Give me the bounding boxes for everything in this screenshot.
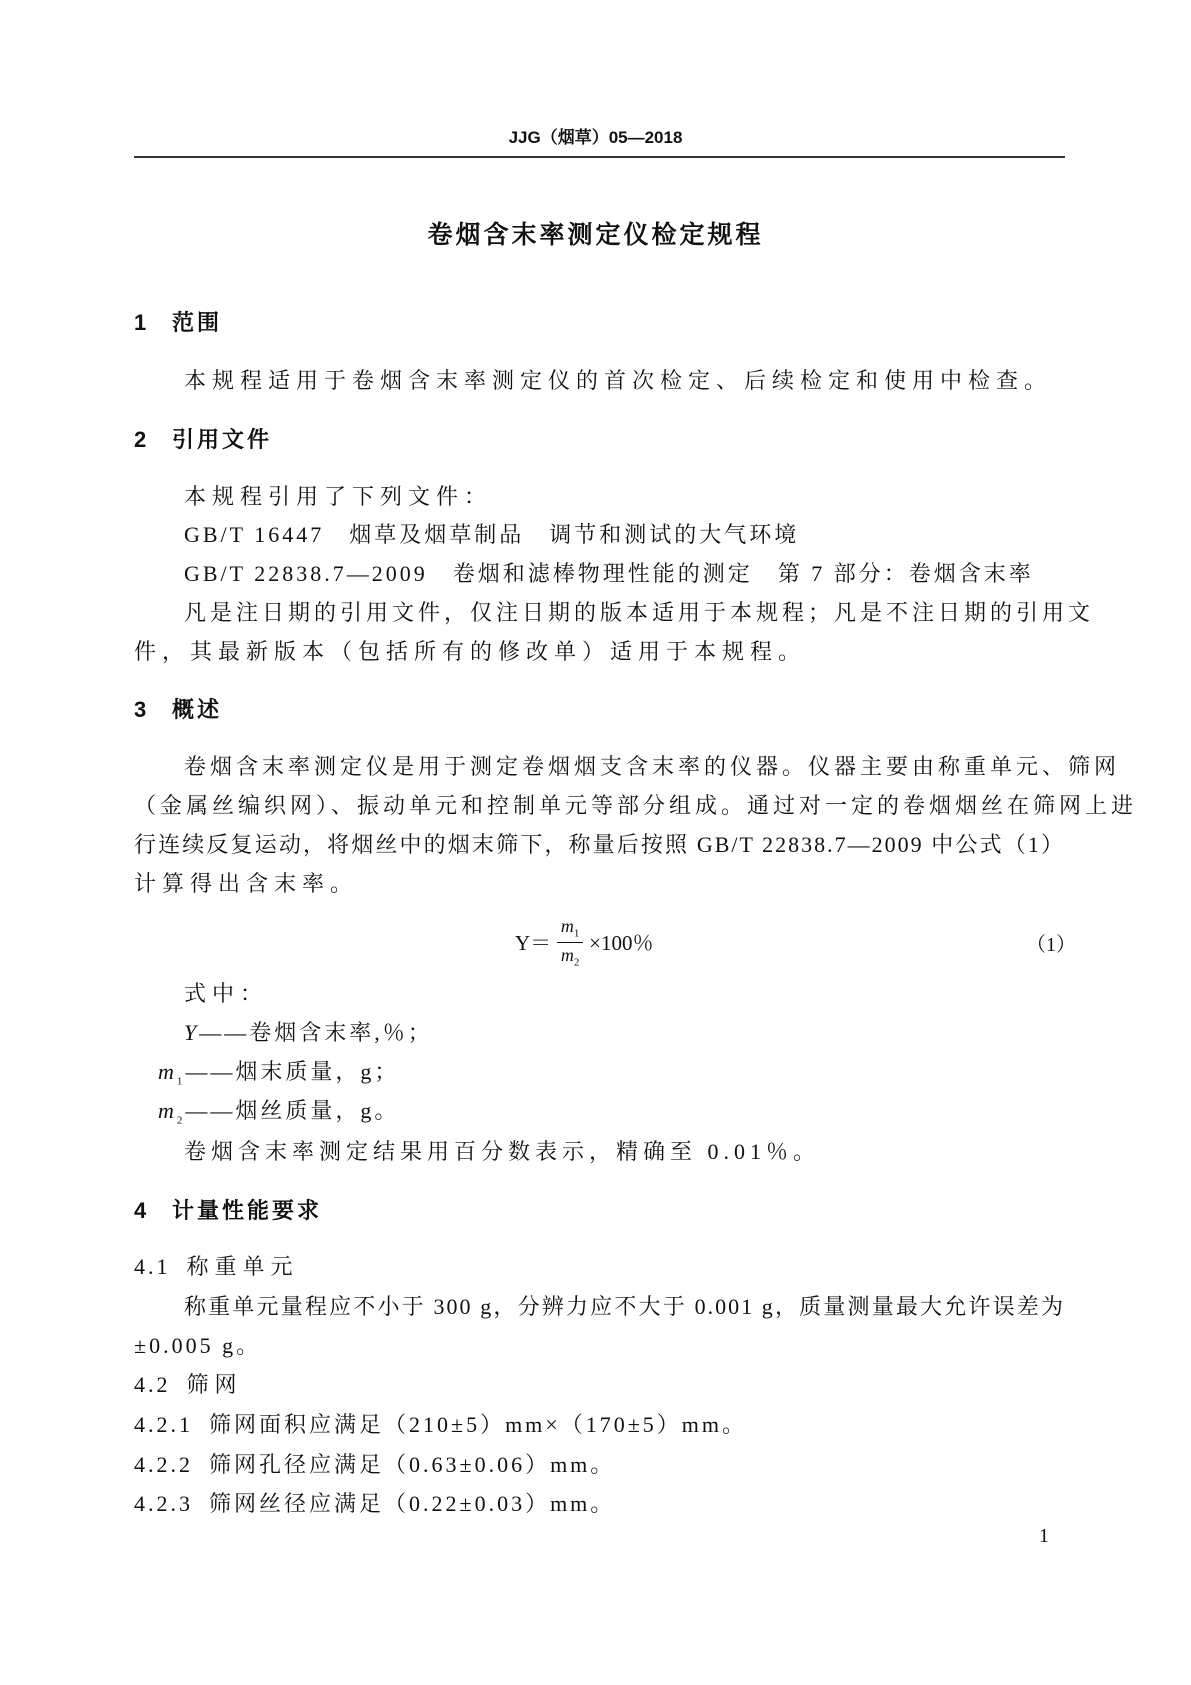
section-number: 4 [134,1198,147,1223]
paragraph: 凡是注日期的引用文件，仅注日期的版本适用于本规程；凡是不注日期的引用文 [184,600,1095,625]
page-number: 1 [1039,1525,1049,1547]
paragraph: 计算得出含末率。 [134,871,359,896]
fraction [557,916,583,968]
paragraph: ±0.005 g。 [134,1333,262,1358]
section-2-heading [134,426,272,454]
subsection-4-1-heading: 4.1 称重单元 [134,1254,299,1279]
header-rule [134,156,1065,158]
clause-4-2-1: 4.2.1 筛网面积应满足（210±5）mm×（170±5）mm。 [134,1412,748,1437]
section-title: 计量性能要求 [172,1198,323,1223]
formula [515,915,654,969]
definition-y: Y——卷烟含末率,％； [184,1020,433,1045]
denominator: $m_2$ [560,944,580,969]
definition-m2: $m_2——$烟丝质量，g。 [158,1098,400,1127]
section-1-heading [134,309,222,337]
reference-item: GB/T 22838.7—2009 卷烟和滤棒物理性能的测定 第 7 部分：卷烟含末率 [184,561,1034,586]
paragraph: 卷烟含末率测定结果用百分数表示，精确至 0.01％。 [184,1139,821,1164]
reference-item: GB/T 16447 烟草及烟草制品 调节和测试的大气环境 [184,522,800,547]
subsection-4-2-heading: 4.2 筛网 [134,1372,243,1397]
section-number: 2 [134,427,147,452]
fraction-bar [557,942,583,943]
paragraph: 本规程适用于卷烟含末率测定仪的首次检定、后续检定和使用中检查。 [184,368,1053,393]
clause-4-2-3: 4.2.3 筛网丝径应满足（0.22±0.03）mm。 [134,1491,616,1516]
paragraph: 件，其最新版本（包括所有的修改单）适用于本规程。 [134,639,807,664]
equation-number: （1） [1026,934,1076,956]
formula-lhs: Y＝ [515,931,552,955]
formula-rhs: ×100％ [589,931,654,955]
paragraph: 行连续反复运动，将烟丝中的烟末筛下，称量后按照 GB/T 22838.7—2009 中公式（1） [134,832,1065,857]
document-code-header: JJG（烟草）05—2018 [508,128,683,147]
paragraph: 称重单元量程应不小于 300 g，分辨力应不大于 0.001 g，质量测量最大允许误差为 [184,1294,1065,1319]
section-3-heading [134,696,222,724]
clause-4-2-2: 4.2.2 筛网孔径应满足（0.63±0.06）mm。 [134,1452,616,1477]
section-title: 引用文件 [172,427,273,452]
section-number: 1 [134,310,147,335]
section-4-heading [134,1197,322,1225]
section-number: 3 [134,697,147,722]
paragraph: 本规程引用了下列文件： [184,484,493,509]
paragraph: （金属丝编织网）、振动单元和控制单元等部分组成。通过对一定的卷烟烟丝在筛网上进 [134,793,1138,818]
document-title: 卷烟含末率测定仪检定规程 [427,221,764,249]
numerator: $m_1$ [560,915,580,940]
definition-m1: $m_1——$烟末质量，g； [158,1059,400,1088]
where-label: 式中： [184,981,269,1006]
section-title: 范围 [172,310,223,335]
section-title: 概述 [172,697,223,722]
paragraph: 卷烟含末率测定仪是用于测定卷烟烟支含末率的仪器。仪器主要由称重单元、筛网 [184,754,1121,779]
